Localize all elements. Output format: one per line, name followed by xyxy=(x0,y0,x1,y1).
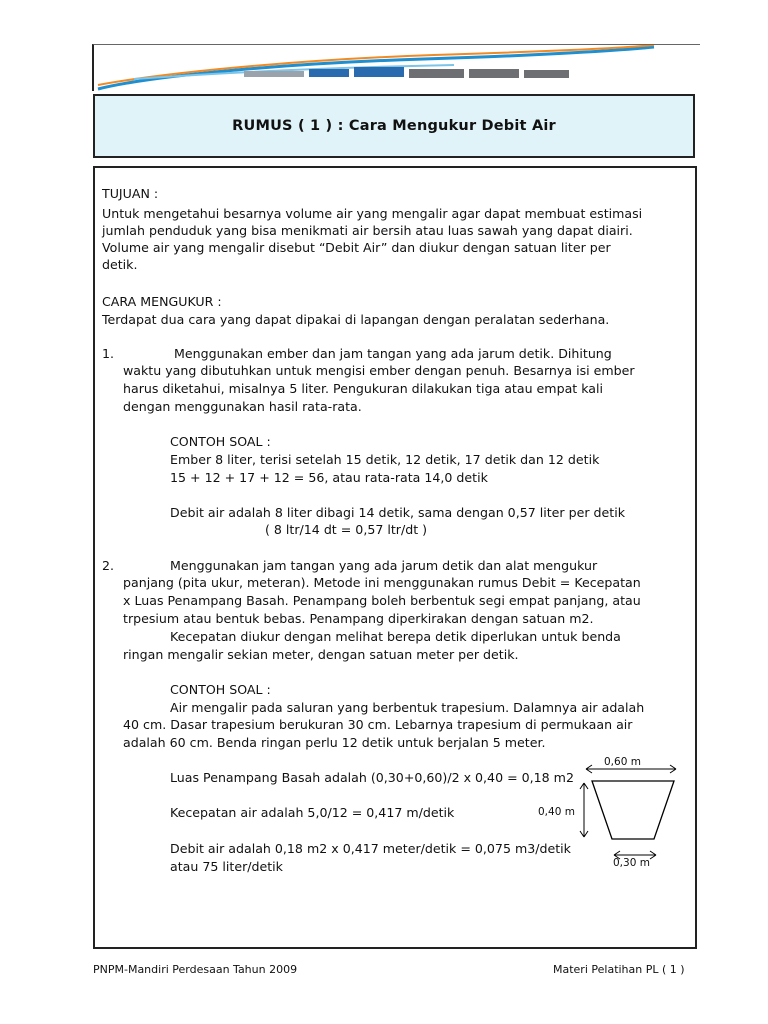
pnpm-logo-graphic xyxy=(94,45,700,91)
example2-heading: CONTOH SOAL : xyxy=(170,682,271,697)
method1-line: dengan menggunakan hasil rata-rata. xyxy=(123,399,362,414)
cara-heading: CARA MENGUKUR : xyxy=(102,294,222,309)
footer-right: Materi Pelatihan PL ( 1 ) xyxy=(553,963,685,976)
example2-line: Air mengalir pada saluran yang berbentuk trapesium. Dalamnya air adalah xyxy=(170,700,645,715)
depth-label: 0,40 m xyxy=(538,806,575,818)
debit-line: atau 75 liter/detik xyxy=(170,859,283,874)
example1-line: Ember 8 liter, terisi setelah 15 detik, 12 detik, 17 detik dan 12 detik xyxy=(170,452,600,467)
method2-line: trpesium atau bentuk bebas. Penampang diperkirakan dengan satuan m2. xyxy=(123,611,594,626)
example2-line: 40 cm. Dasar trapesium berukuran 30 cm. Lebarnya trapesium di permukaan air xyxy=(123,717,633,732)
page-title: RUMUS ( 1 ) : Cara Mengukur Debit Air xyxy=(232,118,556,134)
method2-line: Kecepatan diukur dengan melihat berepa detik diperlukan untuk benda xyxy=(170,629,621,644)
method2-line: panjang (pita ukur, meteran). Metode ini menggunakan rumus Debit = Kecepatan xyxy=(123,575,641,590)
title-box xyxy=(93,94,695,158)
tujuan-heading: TUJUAN : xyxy=(102,186,159,201)
method2-line: x Luas Penampang Basah. Penampang boleh berbentuk segi empat panjang, atau xyxy=(123,593,641,608)
method1-number: 1. xyxy=(102,346,115,361)
luas-line: Luas Penampang Basah adalah (0,30+0,60)/2 x 0,40 = 0,18 m2 xyxy=(170,770,574,785)
method2-line: ringan mengalir sekian meter, dengan satuan meter per detik. xyxy=(123,647,519,662)
method2-number: 2. xyxy=(102,558,115,573)
header-banner xyxy=(92,44,700,91)
method1-line: Menggunakan ember dan jam tangan yang ada jarum detik. Dihitung xyxy=(174,346,612,361)
kecepatan-line: Kecepatan air adalah 5,0/12 = 0,417 m/detik xyxy=(170,805,455,820)
method2-line: Menggunakan jam tangan yang ada jarum detik dan alat mengukur xyxy=(170,558,598,573)
tujuan-line: jumlah penduduk yang bisa menikmati air bersih atau luas sawah yang dapat diairi. xyxy=(102,223,633,238)
top-width-label: 0,60 m xyxy=(604,756,641,768)
example2-line: adalah 60 cm. Benda ringan perlu 12 detik untuk berjalan 5 meter. xyxy=(123,735,546,750)
debit-line: Debit air adalah 0,18 m2 x 0,417 meter/detik = 0,075 m3/detik xyxy=(170,841,571,856)
method1-line: harus diketahui, misalnya 5 liter. Pengukuran dilakukan tiga atau empat kali xyxy=(123,381,604,396)
cara-intro: Terdapat dua cara yang dapat dipakai di lapangan dengan peralatan sederhana. xyxy=(102,312,610,327)
example1-line: 15 + 12 + 17 + 12 = 56, atau rata-rata 14,0 detik xyxy=(170,470,488,485)
trapezium-shape xyxy=(592,781,674,839)
example1-result: Debit air adalah 8 liter dibagi 14 detik, sama dengan 0,57 liter per detik xyxy=(170,505,625,520)
example1-formula: ( 8 ltr/14 dt = 0,57 ltr/dt ) xyxy=(265,522,428,537)
tujuan-line: Untuk mengetahui besarnya volume air yang mengalir agar dapat membuat estimasi xyxy=(102,206,643,221)
footer-left: PNPM-Mandiri Perdesaan Tahun 2009 xyxy=(93,963,298,976)
tujuan-line: detik. xyxy=(102,257,138,272)
example1-heading: CONTOH SOAL : xyxy=(170,434,271,449)
tujuan-line: Volume air yang mengalir disebut “Debit Air” dan diukur dengan satuan liter per xyxy=(102,240,611,255)
method1-line: waktu yang dibutuhkan untuk mengisi ember dengan penuh. Besarnya isi ember xyxy=(123,363,635,378)
bottom-width-label: 0,30 m xyxy=(613,857,650,869)
